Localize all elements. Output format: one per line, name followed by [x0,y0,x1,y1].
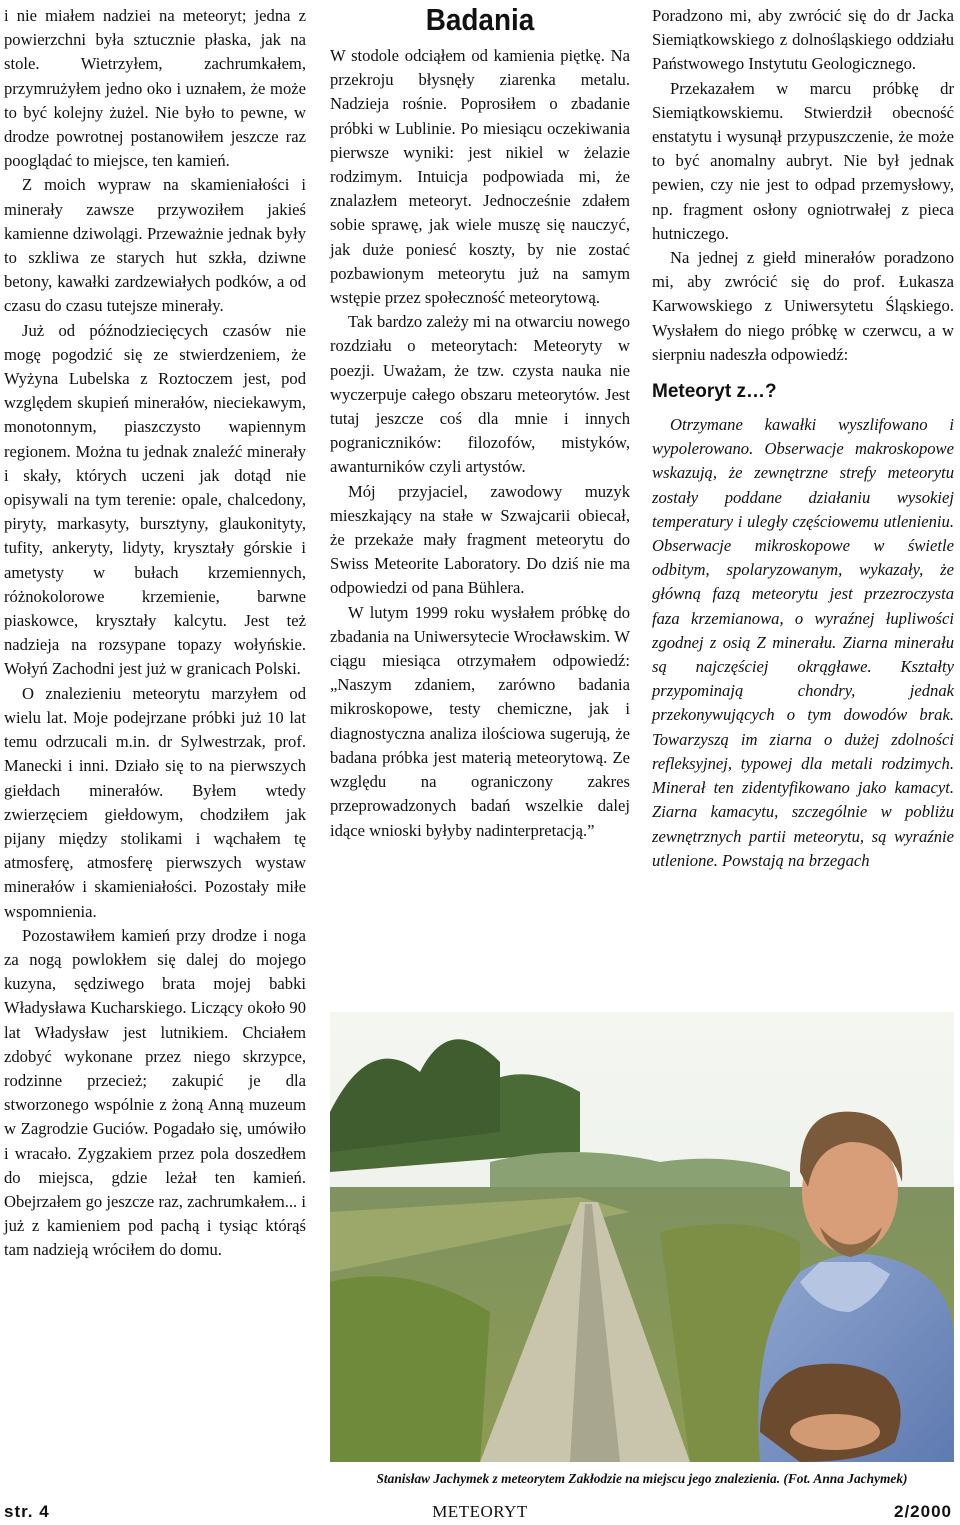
photo-illustration [330,1012,954,1462]
col1-paragraph: i nie miałem nadziei na meteoryt; jedna z powierzchni była sztucznie płaska, jak na stole. Wietrzyłem, zachrumkałem, przymrużyłem jedno oko i uznałem, że może to być kolejny żużel. Nie było to pewne, w drodze powrotnej postanowiłem jeszcze raz pooglądać to miejsce, ten kamień. [4,6,306,171]
col3-paragraph: Przekazałem w marcu próbkę dr Siemiątkowskiemu. Stwierdził obecność enstatytu i wysunął przypuszczenie, że może to być anomalny aubryt. Nie był jednak pewien, czy nie jest to odpad przemysłowy, np. fragment osłony ogniotrwałej z pieca hutniczego. [652,78,954,243]
col2-paragraph: W stodole odciąłem od kamienia piętkę. Na przekroju błysnęły ziarenka metalu. Nadzieja rośnie. Poprosiłem o zbadanie próbki w Lublinie. Po miesiącu oczekiwania pierwsze wyniki: jest nikiel w żelazie rodzimym. Intuicja podpowiada mi, że znalazłem meteoryt. Jednocześnie zdałem sobie sprawę, jak wiele muszę się nauczyć, jak duże poniesć koszty, by nie zostać pozbawionym meteorytu już na samym wstępie przez społeczność meteorytową. [330,46,630,308]
column-1 [4,4,306,1263]
issue-number: 2/2000 [894,1502,952,1521]
col1-paragraph: Już od późnodziecięcych czasów nie mogę pogodzić się ze stwierdzeniem, że Wyżyna Lubelska z Roztoczem jest, pod względem skupień minerałów, nieciekawym, monotonnym, piaszczysto wapiennym regionem. Można tu jednak znaleźć minerały i skały, których uczeni jak dotąd nie opisywali na tym terenie: opale, chalcedony, piryty, markasyty, bursztyny, glaukonityty, tufity, ankeryty, lidyty, kryształy górskie i ametysty w bułach krzemiennych, różnokolorowe krzemienie, barwne piaskowce, kryształy kalcytu. Jest też nadzieja na rozsypane topazy wołyńskie. Wołyń Zachodni jest już w granicach Polski. [4,320,306,679]
person-hands [790,1414,880,1450]
col2-paragraph: Tak bardzo zależy mi na otwarciu nowego rozdziału o meteorytach: Meteoryty w poezji. Uważam, że tzw. czysta nauka nie wyczerpuje całego obszaru meteorytów. Jest tutaj jeszcze coś dla mnie i innych pograniczników: filozofów, mistyków, awanturników czyli artystów. [330,312,630,477]
col3-paragraph: Na jednej z giełd minerałów poradzono mi, aby zwrócić się do prof. Łukasza Karwowskiego z Uniwersytetu Śląskiego. Wysłałem do niego próbkę w czerwcu, a w sierpniu nadeszła odpowiedź: [652,248,954,364]
col3-paragraph: Poradzono mi, aby zwrócić się do dr Jacka Siemiątkowskiego z dolnośląskiego oddziału Państwowego Instytutu Geologicznego. [652,6,954,74]
grass-left [330,1276,490,1462]
col1-paragraph: O znalezieniu meteorytu marzyłem od wielu lat. Moje podejrzane próbki już 10 lat temu odrzucali m.in. dr Sylwestrzak, prof. Manecki i inni. Działo się to na pierwszych giełdach minerałów. Byłem wtedy zwierzęciem giełdowym, chodziłem jak pijany między stolikami i wąchałem tę atmosferę, atmosferę pierwszych wystaw minerałów i skamieniałości. Pozostały miłe wspomnienia. [4,683,306,921]
col1-paragraph: Pozostawiłem kamień przy drodze i noga za nogą powlokłem się dalej do mojego kuzyna, sędziwego brata mojej babki Władysława Kucharskiego. Liczący około 90 lat Władysław jest lutnikiem. Chciałem zdobyć wykonane przez niego skrzypce, rodzinne przecież; zakupić je dla stworzonego wspólnie z żoną Anną muzeum w Zagrodzie Guciów. Pogadało się, umówiło i wracało. Zygzakiem przez pola doszedłem do miejsca, gdzie leżał ten kamień. Obejrzałem go jeszcze raz, zachrumkałem... i już z kamieniem pod pachą i tysiąc którąś tam nadzieją wróciłem do domu. [4,925,306,1260]
magazine-name: METEORYT [432,1502,528,1521]
quoted-report [652,413,954,873]
photo-caption: Stanisław Jachymek z meteorytem Zakłodzie na miejscu jego znalezienia. (Fot. Anna Jachymek) [376,1471,908,1486]
column-2 [330,2,630,843]
page-number: str. 4 [4,1502,50,1521]
column-3 [652,4,954,873]
photo [330,1012,954,1462]
col2-paragraph: W lutym 1999 roku wysłałem próbkę do zbadania na Uniwersytecie Wrocławskim. W ciągu miesiąca otrzymałem odpowiedź: „Naszym zdaniem, zarówno badania mikroskopowe, testy chemiczne, jak i diagnostyczna analiza ilościowa sugerują, że badana próbka jest materią meteorytową. Ze względu na ograniczony zakres przeprowadzonych badań wszelkie dalej idące wnioski byłyby nadinterpretacją.” [330,602,630,840]
section-heading-badania: Badania [425,2,535,37]
subheading-meteoryt: Meteoryt z…? [652,381,777,403]
page-footer [0,1500,960,1525]
col3-italic-paragraph: Otrzymane kawałki wyszlifowano i wypolerowano. Obserwacje makroskopowe wskazują, że zewnętrzne strefy meteorytu zostały poddane działaniu wysokiej temperatury i uległy częściowemu utlenieniu. Obserwacje mikroskopowe w świetle odbitym, spolaryzowanym, wykazały, że główną fazą meteorytu jest przezroczysta faza krzemianowa, o wyraźnej łupliwości zgodnej z osią Z minerału. Ziarna minerału są najczęściej okrągławe. Kształty przypominają chondry, jednak przekonywujących o tym dowodów brak. Towarzyszą im ziarna o dużej zdolności refleksyjnej, typowej dla metali rodzimych. Minerał ten zidentyfikowano jako kamacyt. Ziarna kamacytu, szczególnie w pobliżu zewnętrznych partii meteorytu, są wyraźnie utlenione. Powstają na brzegach [652,415,954,870]
col1-paragraph: Z moich wypraw na skamieniałości i minerały zawsze przywoziłem jakieś kamienne dziwolągi. Przeważnie jednak były to szkliwa ze starych hut szkła, dziwne betony, kawałki zardzewiałych podków, a od czasu do czasu tutejsze minerały. [4,175,306,316]
col2-paragraph: Mój przyjaciel, zawodowy muzyk mieszkający na stałe w Szwajcarii obiecał, że przekaże mały fragment meteorytu do Swiss Meteorite Laboratory. Do dziś nie ma odpowiedzi od pana Bühlera. [330,481,630,598]
